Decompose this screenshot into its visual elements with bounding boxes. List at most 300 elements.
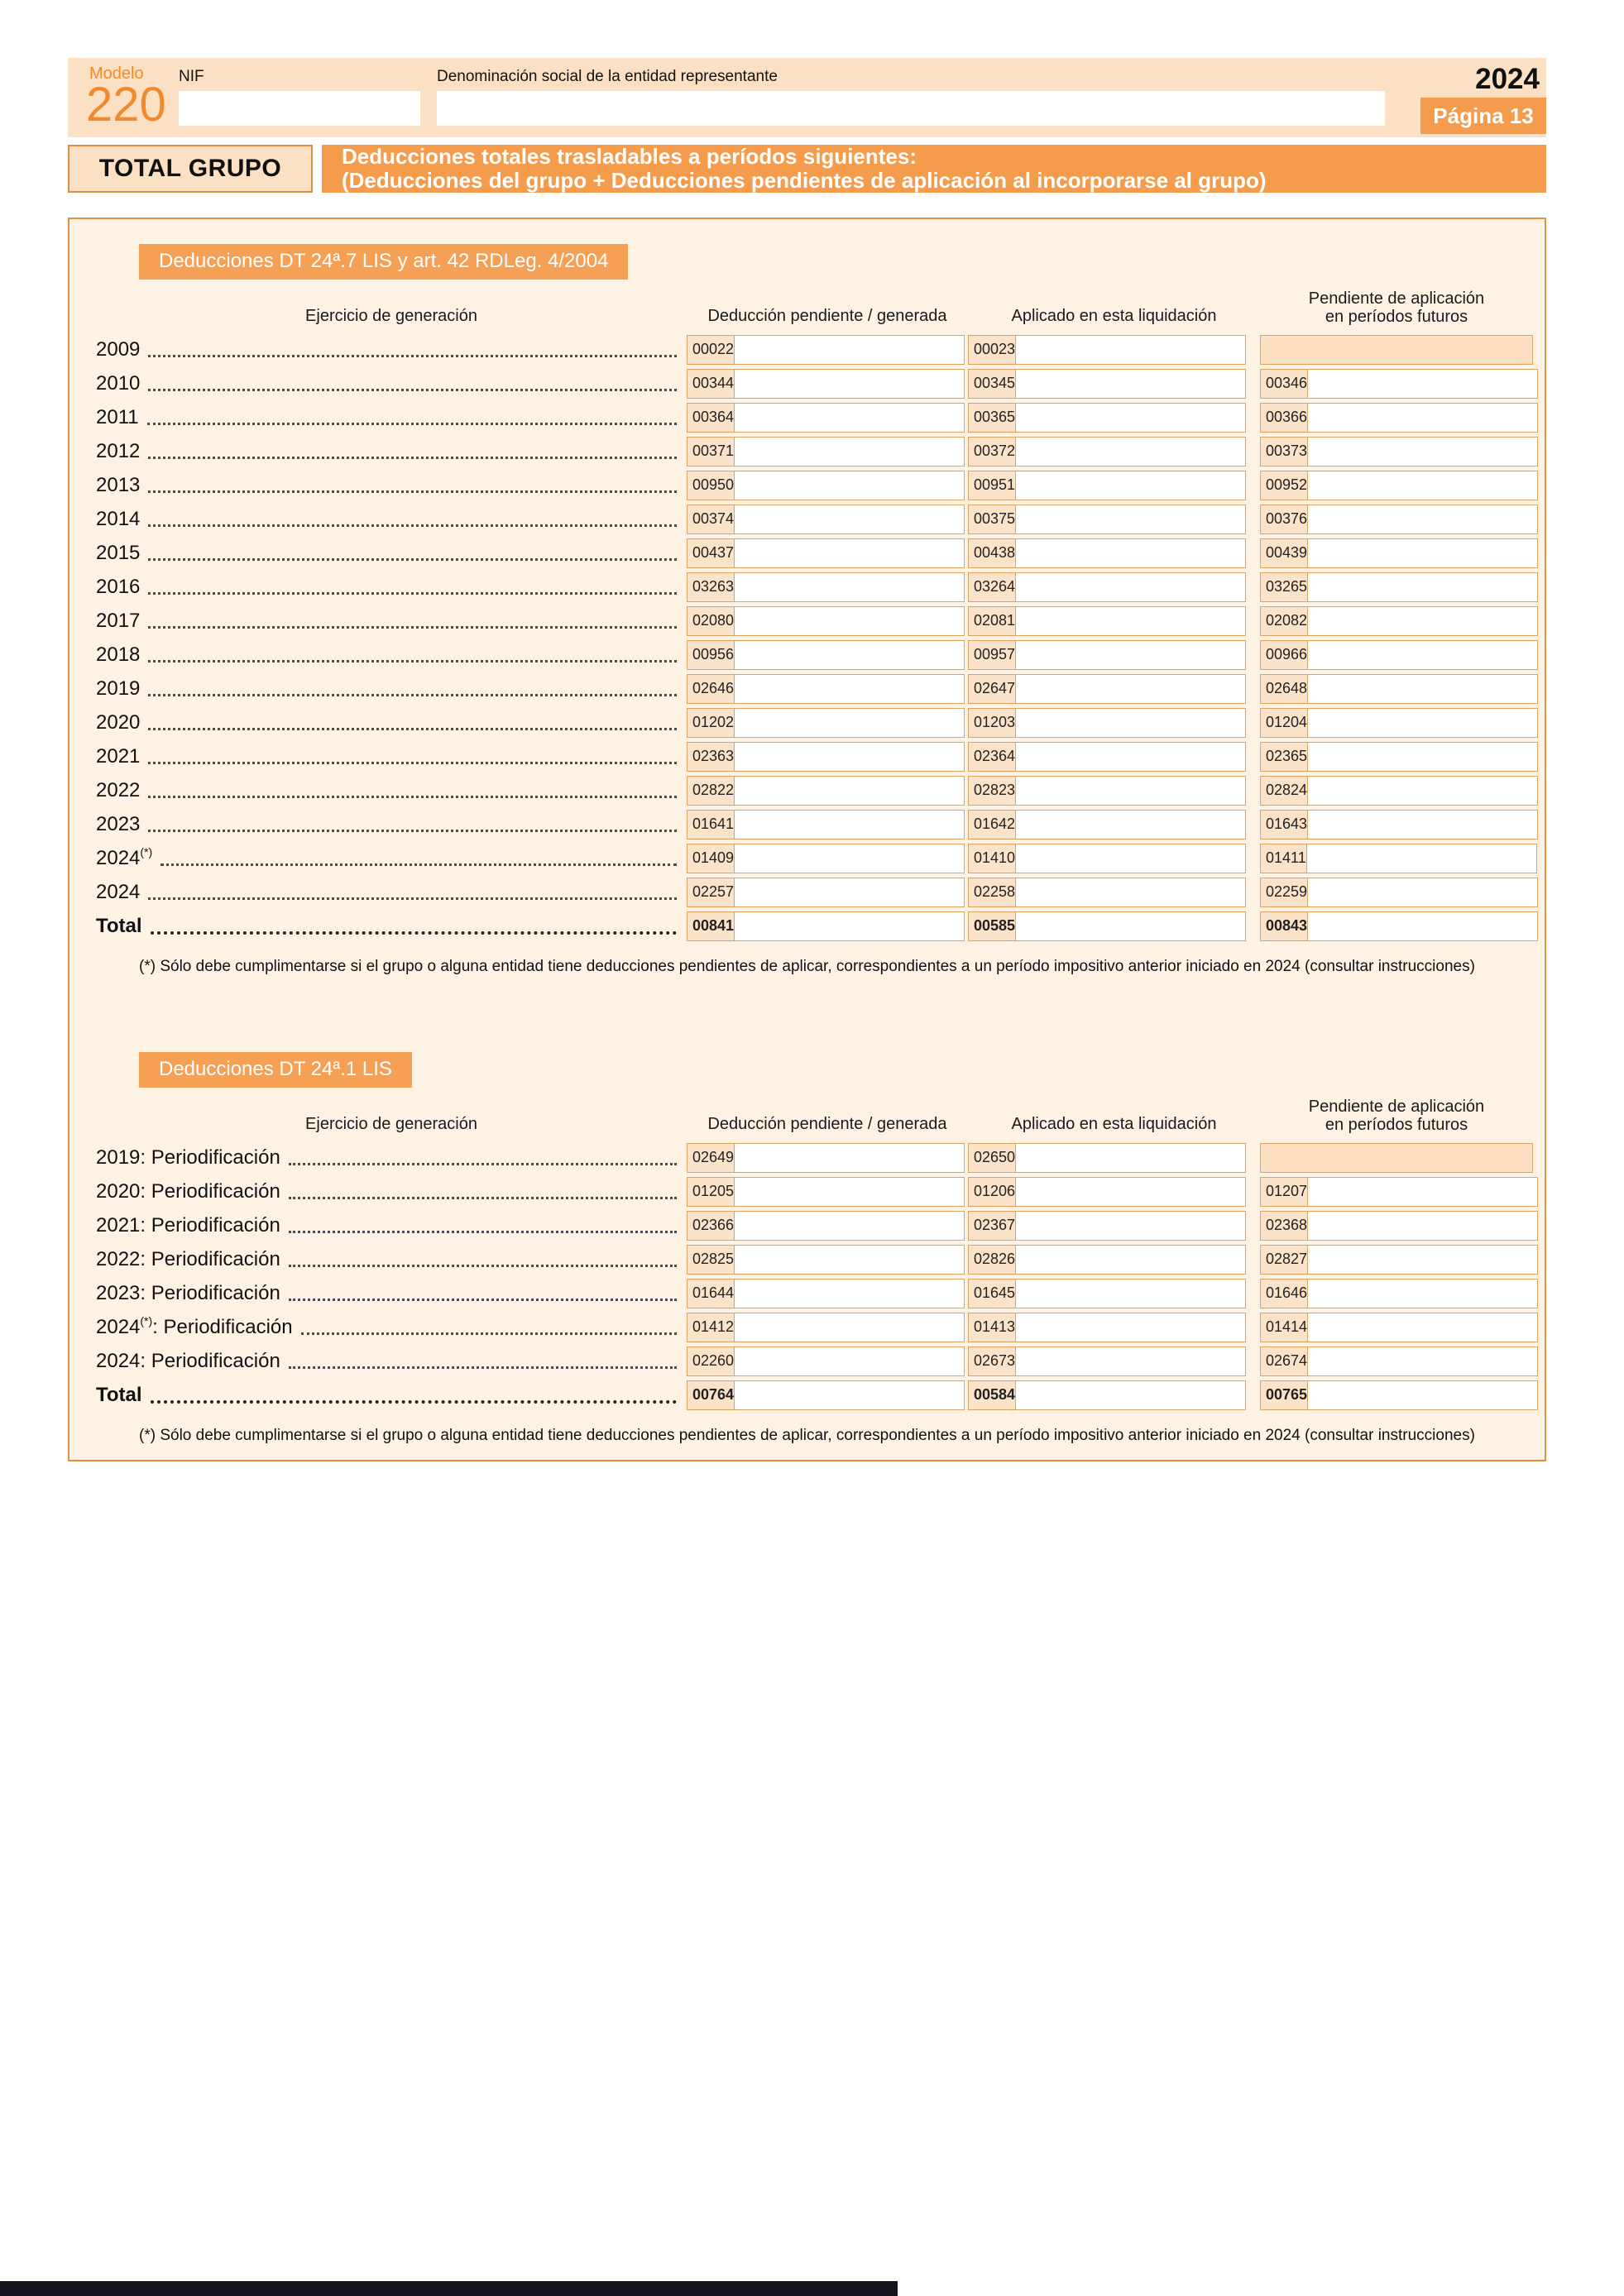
row-year: 2022 [96,1247,141,1270]
amount-input-aplicado[interactable] [1016,1245,1246,1275]
code-box: 01204 [1260,708,1308,738]
code-box: 00371 [687,437,735,466]
row-label [96,338,687,361]
cell-aplicado [968,471,1246,500]
amount-input-aplicado[interactable] [1016,742,1246,772]
cell-pendiente-futuros [1260,911,1533,941]
amount-input-pendiente-generada[interactable] [735,505,965,534]
row-label-suffix: : Periodificación [140,1213,280,1236]
amount-input-pendiente-generada[interactable] [735,369,965,399]
table-row [69,807,1545,841]
amount-input-pendiente-generada[interactable] [735,1313,965,1342]
row-label [96,542,687,565]
amount-input-pendiente-futuros[interactable] [1308,878,1538,907]
table-row [69,570,1545,604]
dotted-leader [289,1265,677,1267]
code-box: 01410 [968,844,1016,873]
code-box: 02368 [1260,1211,1308,1241]
amount-input-aplicado[interactable] [1016,1177,1246,1207]
amount-input-aplicado[interactable] [1016,810,1246,839]
cell-pendiente-futuros [1260,776,1533,806]
code-box: 01411 [1260,844,1307,873]
deductions-box [68,218,1546,1461]
amount-input-pendiente-generada[interactable] [735,572,965,602]
amount-input-pendiente-futuros[interactable] [1308,606,1538,636]
cell-pendiente-generada [687,606,965,636]
amount-input-pendiente-futuros[interactable] [1308,776,1538,806]
amount-input-aplicado[interactable] [1016,776,1246,806]
amount-input-aplicado[interactable] [1016,844,1246,873]
header-band [68,58,1546,137]
cell-aplicado [968,844,1246,873]
amount-input-pendiente-generada[interactable] [735,335,965,365]
code-box: 02673 [968,1347,1016,1376]
code-box: 01202 [687,708,735,738]
cell-aplicado [968,742,1246,772]
row-year: 2024 [96,880,141,903]
code-box: 00952 [1260,471,1308,500]
row-label-suffix: : Periodificación [140,1349,280,1372]
cell-aplicado [968,1177,1246,1207]
cell-pendiente-generada [687,403,965,433]
amount-input-aplicado[interactable] [1016,403,1246,433]
amount-input-pendiente-futuros[interactable] [1308,1380,1538,1410]
amount-input-pendiente-generada[interactable] [735,606,965,636]
cell-pendiente-futuros [1260,572,1533,602]
table-row [69,909,1545,943]
cell-aplicado [968,640,1246,670]
table-row [69,672,1545,706]
amount-input-aplicado[interactable] [1016,1143,1246,1173]
cell-pendiente-futuros [1260,1177,1533,1207]
amount-input-pendiente-futuros[interactable] [1308,1211,1538,1241]
dotted-leader [148,796,677,798]
table-row [69,1310,1545,1344]
cell-pendiente-generada [687,335,965,365]
cell-pendiente-generada [687,1143,965,1173]
amount-input-pendiente-futuros[interactable] [1307,844,1537,873]
column-header-pendiente-futuros-line2: en períodos futuros [1325,1116,1468,1134]
amount-input-aplicado[interactable] [1016,505,1246,534]
code-box: 02649 [687,1143,735,1173]
amount-input-pendiente-generada[interactable] [735,1279,965,1308]
column-header-pendiente-futuros [1260,289,1533,326]
amount-input-pendiente-futuros[interactable] [1308,471,1538,500]
code-box: 02646 [687,674,735,704]
cell-aplicado [968,708,1246,738]
row-year: 2011 [96,405,139,428]
code-box: 03264 [968,572,1016,602]
row-label [96,779,687,802]
cell-pendiente-futuros [1260,437,1533,466]
row-label [96,711,687,734]
cell-aplicado [968,1380,1246,1410]
row-year: 2018 [96,643,141,666]
amount-input-pendiente-futuros[interactable] [1308,1347,1538,1376]
row-label [96,474,687,497]
amount-input-pendiente-generada[interactable] [735,471,965,500]
amount-input-pendiente-futuros[interactable] [1308,1313,1538,1342]
dotted-leader [289,1299,677,1301]
code-box: 00373 [1260,437,1308,466]
cell-aplicado [968,572,1246,602]
row-year: 2019 [96,1146,141,1169]
cell-pendiente-futuros [1260,505,1533,534]
cell-pendiente-generada [687,674,965,704]
code-box: 01412 [687,1313,735,1342]
cell-pendiente-futuros [1260,1313,1533,1342]
column-header-aplicado: Aplicado en esta liquidación [1011,1115,1217,1133]
cell-pendiente-futuros [1260,1380,1533,1410]
cell-pendiente-futuros [1260,640,1533,670]
cell-aplicado [968,1245,1246,1275]
code-box: 00437 [687,538,735,568]
table-row [69,739,1545,773]
code-box: 02080 [687,606,735,636]
amount-input-aplicado[interactable] [1016,674,1246,704]
amount-input-pendiente-generada[interactable] [735,1143,965,1173]
amount-input-pendiente-generada[interactable] [735,437,965,466]
nif-label: NIF [179,68,204,85]
code-box: 01642 [968,810,1016,839]
column-header-pendiente-futuros-line2: en períodos futuros [1325,308,1468,326]
amount-input-pendiente-futuros[interactable] [1308,369,1538,399]
amount-input-pendiente-generada[interactable] [735,776,965,806]
cell-pendiente-generada [687,844,965,873]
cell-pendiente-futuros [1260,742,1533,772]
cell-pendiente-generada [687,538,965,568]
column-header-pendiente-generada: Deducción pendiente / generada [707,307,947,325]
code-box: 00585 [968,911,1016,941]
code-box: 02082 [1260,606,1308,636]
row-year: 2024 [96,1349,141,1372]
dotted-leader [301,1332,677,1335]
row-year: 2022 [96,778,141,801]
row-year: Total [96,914,142,937]
column-header-pendiente-generada: Deducción pendiente / generada [707,1115,947,1133]
row-label [96,1180,687,1203]
row-label-suffix: : Periodificación [140,1247,280,1270]
dotted-leader [148,762,677,764]
amount-input-aplicado[interactable] [1016,335,1246,365]
cell-pendiente-futuros [1260,606,1533,636]
cell-pendiente-futuros [1260,708,1533,738]
code-box: 00957 [968,640,1016,670]
dotted-leader [148,694,677,696]
column-header-pendiente-futuros-line1: Pendiente de aplicación [1308,289,1485,308]
row-year: 2020 [96,710,141,734]
dotted-leader [289,1163,677,1165]
cell-pendiente-generada [687,1211,965,1241]
code-box: 00022 [687,335,735,365]
table-row [69,536,1545,570]
cell-aplicado [968,1347,1246,1376]
cell-pendiente-generada [687,572,965,602]
code-box: 01414 [1260,1313,1308,1342]
amount-input-pendiente-generada[interactable] [735,1245,965,1275]
dotted-leader [148,626,677,629]
row-label [96,643,687,667]
code-box: 02827 [1260,1245,1308,1275]
amount-input-pendiente-futuros[interactable] [1308,708,1538,738]
amount-input-aplicado[interactable] [1016,538,1246,568]
amount-input-pendiente-generada[interactable] [735,640,965,670]
code-box: 02257 [687,878,735,907]
amount-input-aplicado[interactable] [1016,471,1246,500]
cell-pendiente-generada [687,878,965,907]
code-box: 01207 [1260,1177,1308,1207]
amount-input-pendiente-futuros[interactable] [1308,1245,1538,1275]
code-box: 00346 [1260,369,1308,399]
total-grupo-box: TOTAL GRUPO [68,145,313,193]
code-box: 00950 [687,471,735,500]
cell-aplicado [968,335,1246,365]
code-box: 00023 [968,335,1016,365]
code-box: 02826 [968,1245,1016,1275]
cell-pendiente-generada [687,640,965,670]
row-label [96,813,687,836]
cell-aplicado [968,1143,1246,1173]
row-year: 2019 [96,677,141,700]
cell-pendiente-futuros [1260,1347,1533,1376]
cell-pendiente-futuros [1260,369,1533,399]
row-label [96,1248,687,1271]
amount-input-pendiente-generada[interactable] [735,1211,965,1241]
cell-pendiente-futuros [1260,1143,1533,1173]
code-box: 01413 [968,1313,1016,1342]
row-label-suffix: : Periodificación [140,1179,280,1203]
code-box: 00765 [1260,1380,1308,1410]
cell-pendiente-generada [687,911,965,941]
amount-input-pendiente-generada[interactable] [735,538,965,568]
table-row [69,604,1545,638]
cell-pendiente-futuros [1260,471,1533,500]
dotted-leader [148,524,677,527]
table-row [69,1174,1545,1208]
amount-input-pendiente-futuros[interactable] [1308,810,1538,839]
row-year: 2010 [96,371,141,395]
row-year: 2021 [96,744,141,768]
column-header-ejercicio: Ejercicio de generación [305,1115,477,1133]
cell-pendiente-generada [687,369,965,399]
cell-aplicado [968,403,1246,433]
cell-aplicado [968,776,1246,806]
table-row [69,706,1545,739]
code-box: 00365 [968,403,1016,433]
dotted-leader [289,1231,677,1233]
table-row [69,332,1545,366]
code-box: 01409 [687,844,735,873]
table-row [69,366,1545,400]
amount-input-aplicado[interactable] [1016,369,1246,399]
cell-aplicado [968,437,1246,466]
amount-input-pendiente-generada[interactable] [735,403,965,433]
row-label [96,406,687,429]
cell-pendiente-generada [687,437,965,466]
row-label [96,1214,687,1237]
amount-input-pendiente-generada[interactable] [735,742,965,772]
cell-aplicado [968,674,1246,704]
section1-footnote: (*) Sólo debe cumplimentarse si el grupo o alguna entidad tiene deducciones pendientes de aplicar, correspondientes a un período impositivo anterior iniciado en 2024 (consultar instrucciones) [139,958,1475,975]
row-year: 2024 [96,1315,141,1338]
page-number-badge: Página 13 [1420,98,1546,134]
banner-line-1: Deducciones totales trasladables a períodos siguientes: [342,144,917,169]
amount-input-aplicado[interactable] [1016,878,1246,907]
amount-input-pendiente-futuros[interactable] [1308,1279,1538,1308]
modelo-label: Modelo [89,65,144,83]
code-box: 02259 [1260,878,1308,907]
table-row [69,434,1545,468]
code-box: 02367 [968,1211,1016,1241]
row-label-suffix: : Periodificación [140,1281,280,1304]
code-box: 01644 [687,1279,735,1308]
row-label [96,1146,687,1170]
amount-input-aplicado[interactable] [1016,1347,1246,1376]
code-box: 00345 [968,369,1016,399]
code-box: 00439 [1260,538,1308,568]
page-bottom-bar [0,2281,898,2296]
row-year: 2023 [96,1281,141,1304]
row-year: 2023 [96,812,141,835]
table-row [69,1378,1545,1412]
code-box: 02674 [1260,1347,1308,1376]
amount-input-pendiente-futuros[interactable] [1308,1177,1538,1207]
cell-pendiente-futuros [1260,674,1533,704]
amount-input-aplicado[interactable] [1016,1211,1246,1241]
dotted-leader [151,1400,677,1404]
cell-aplicado [968,1211,1246,1241]
dotted-leader [148,660,677,662]
row-label [96,440,687,463]
code-box: 00372 [968,437,1016,466]
code-box: 01206 [968,1177,1016,1207]
amount-input-aplicado[interactable] [1016,911,1246,941]
dotted-leader [151,931,677,935]
amount-input-pendiente-futuros[interactable] [1308,505,1538,534]
row-year: 2014 [96,507,141,530]
amount-input-pendiente-futuros[interactable] [1308,742,1538,772]
cell-pendiente-generada [687,1347,965,1376]
code-box: 00438 [968,538,1016,568]
cell-aplicado [968,369,1246,399]
cell-pendiente-generada [687,1313,965,1342]
row-year: 2021 [96,1213,141,1236]
amount-input-pendiente-generada[interactable] [735,1380,965,1410]
cell-pendiente-generada [687,708,965,738]
amount-input-aplicado[interactable] [1016,606,1246,636]
cell-pendiente-futuros [1260,1245,1533,1275]
cell-pendiente-generada [687,776,965,806]
code-box: 02364 [968,742,1016,772]
code-box: 00374 [687,505,735,534]
amount-input-pendiente-generada[interactable] [735,810,965,839]
amount-input-pendiente-futuros[interactable] [1308,437,1538,466]
row-label [96,745,687,768]
amount-input-aplicado[interactable] [1016,1279,1246,1308]
amount-input-pendiente-futuros[interactable] [1308,674,1538,704]
nif-input[interactable] [179,91,420,126]
table-row [69,875,1545,909]
amount-input-pendiente-generada[interactable] [735,878,965,907]
column-header-pendiente-futuros-line1: Pendiente de aplicación [1308,1098,1485,1116]
row-year: 2009 [96,337,141,361]
cell-aplicado [968,1313,1246,1342]
table-row [69,1208,1545,1242]
code-box: 02823 [968,776,1016,806]
row-label-suffix: : Periodificación [140,1146,280,1169]
amount-input-pendiente-generada[interactable] [735,1177,965,1207]
code-box: 01203 [968,708,1016,738]
code-box: 02825 [687,1245,735,1275]
amount-input-pendiente-generada[interactable] [735,844,965,873]
row-label [96,915,687,938]
code-box: 02824 [1260,776,1308,806]
code-box: 00841 [687,911,735,941]
amount-input-pendiente-futuros[interactable] [1308,911,1538,941]
amount-input-pendiente-futuros[interactable] [1308,403,1538,433]
amount-input-pendiente-generada[interactable] [735,674,965,704]
row-label [96,372,687,395]
amount-input-aplicado[interactable] [1016,1380,1246,1410]
amount-input-pendiente-generada[interactable] [735,1347,965,1376]
amount-input-pendiente-generada[interactable] [735,911,965,941]
denominacion-label: Denominación social de la entidad representante [437,68,778,85]
amount-input-aplicado[interactable] [1016,1313,1246,1342]
row-label: 2024 (*) [96,847,687,870]
amount-input-pendiente-futuros[interactable] [1308,572,1538,602]
amount-input-aplicado[interactable] [1016,640,1246,670]
dotted-leader [148,897,677,900]
amount-input-aplicado[interactable] [1016,572,1246,602]
code-box: 00966 [1260,640,1308,670]
amount-input-pendiente-futuros[interactable] [1308,538,1538,568]
amount-input-pendiente-futuros[interactable] [1308,640,1538,670]
amount-input-aplicado[interactable] [1016,437,1246,466]
dotted-leader [148,355,677,357]
cell-pendiente-generada [687,1177,965,1207]
row-label [96,576,687,599]
dotted-leader [289,1197,677,1199]
section1-title-badge: Deducciones DT 24ª.7 LIS y art. 42 RDLeg. 4/2004 [139,244,628,280]
denominacion-input[interactable] [437,91,1385,126]
code-box: 02365 [1260,742,1308,772]
table-row [69,773,1545,807]
dotted-leader [148,457,677,459]
cell-pendiente-futuros [1260,810,1533,839]
code-box: 00956 [687,640,735,670]
code-box: 01643 [1260,810,1308,839]
cell-aplicado [968,505,1246,534]
table-row [69,400,1545,434]
cell-pendiente-generada [687,1380,965,1410]
dotted-leader [148,389,677,391]
code-box: 01205 [687,1177,735,1207]
cell-aplicado [968,1279,1246,1308]
code-box: 01645 [968,1279,1016,1308]
cell-aplicado [968,878,1246,907]
section2-column-headers [69,1098,1545,1134]
amount-input-aplicado[interactable] [1016,708,1246,738]
code-box: 00584 [968,1380,1016,1410]
code-box: 02258 [968,878,1016,907]
code-box: 02647 [968,674,1016,704]
row-year: Total [96,1383,142,1406]
amount-input-pendiente-generada[interactable] [735,708,965,738]
table-row [69,638,1545,672]
code-box: 00366 [1260,403,1308,433]
code-box: 00764 [687,1380,735,1410]
cell-pendiente-generada [687,471,965,500]
